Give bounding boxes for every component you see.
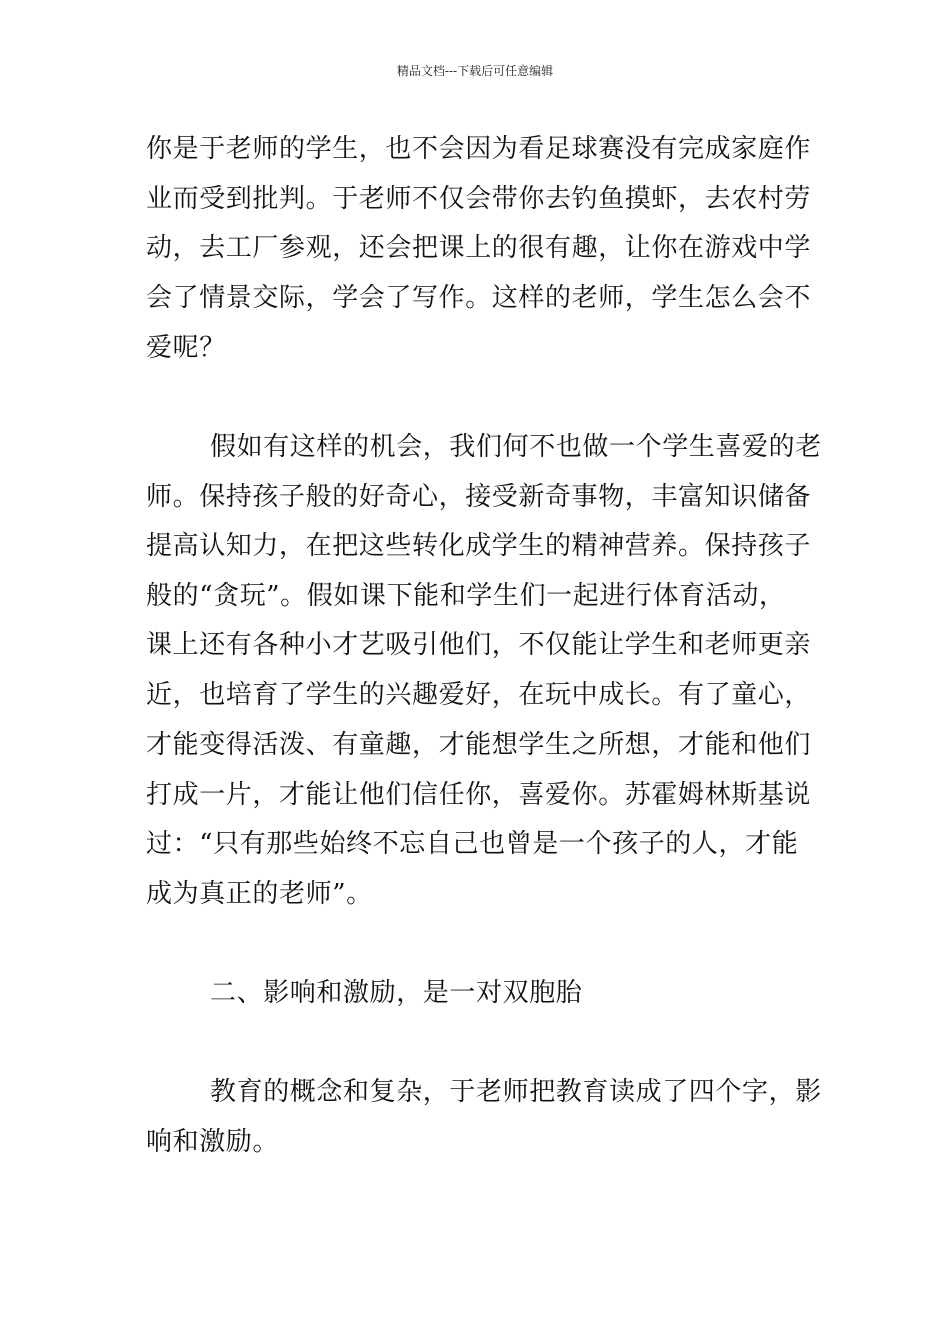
- text-line: 假如有这样的机会，我们何不也做一个学生喜爱的老: [210, 432, 822, 462]
- text-line: 爱呢？: [146, 333, 226, 363]
- text-line: 业而受到批判。于老师不仅会带你去钓鱼摸虾，去农村劳: [146, 184, 812, 214]
- page-header: 精品文档---下载后可任意编辑: [396, 64, 554, 78]
- text-line: 提高认知力，在把这些转化成学生的精神营养。保持孩子: [146, 531, 812, 561]
- text-line: 过：“只有那些始终不忘自己也曾是一个孩子的人，才能: [146, 829, 799, 859]
- text-line: 你是于老师的学生，也不会因为看足球赛没有完成家庭作: [146, 134, 812, 164]
- text-line: 般的“贪玩”。假如课下能和学生们一起进行体育活动，: [146, 581, 786, 611]
- text-line: 成为真正的老师”。: [146, 879, 373, 909]
- text-line: 打成一片，才能让他们信任你，喜爱你。苏霍姆林斯基说: [146, 780, 812, 810]
- text-line: 会了情景交际，学会了写作。这样的老师，学生怎么会不: [146, 283, 812, 313]
- text-line: 师。保持孩子般的好奇心，接受新奇事物，丰富知识储备: [146, 482, 812, 512]
- text-line: 教育的概念和复杂，于老师把教育读成了四个字，影: [210, 1077, 822, 1107]
- heading-line: 二、影响和激励，是一对双胞胎: [210, 978, 583, 1008]
- text-line: 才能变得活泼、有童趣，才能想学生之所想，才能和他们: [146, 730, 812, 760]
- text-line: 课上还有各种小才艺吸引他们，不仅能让学生和老师更亲: [146, 630, 812, 660]
- text-line: 动，去工厂参观，还会把课上的很有趣，让你在游戏中学: [146, 233, 812, 263]
- text-line: 响和激励。: [146, 1127, 280, 1157]
- text-line: 近，也培育了学生的兴趣爱好，在玩中成长。有了童心，: [146, 680, 812, 710]
